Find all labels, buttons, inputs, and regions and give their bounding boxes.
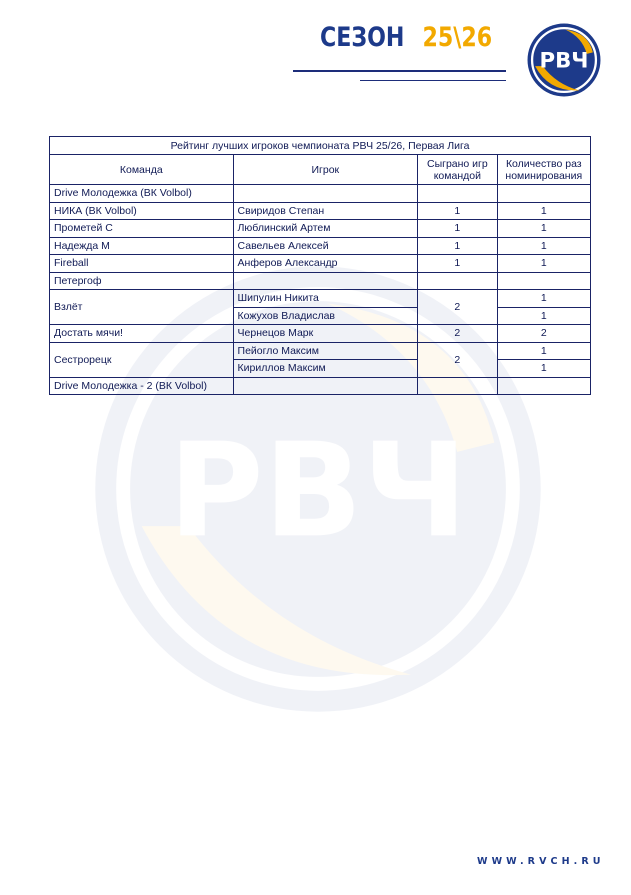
- player-cell: Свиридов Степан: [233, 202, 418, 220]
- games-cell: 1: [418, 255, 497, 273]
- team-cell: Надежда М: [50, 237, 234, 255]
- nominations-cell: [497, 272, 590, 290]
- logo-text: РВЧ: [539, 48, 589, 74]
- nominations-cell: 1: [497, 202, 590, 220]
- table-row: [50, 377, 591, 395]
- table-row: [50, 342, 591, 360]
- table-row: [50, 255, 591, 273]
- nominations-cell: 1: [497, 290, 590, 308]
- table-row: [50, 272, 591, 290]
- player-cell: [233, 377, 418, 395]
- table-row: [50, 202, 591, 220]
- player-cell: Люблинский Артем: [233, 220, 418, 238]
- nominations-cell: 1: [497, 255, 590, 273]
- games-cell: 1: [418, 237, 497, 255]
- watermark-text: РВЧ: [168, 414, 468, 567]
- team-cell: НИКА (ВК Volbol): [50, 202, 234, 220]
- season-label: [320, 20, 492, 56]
- games-cell: [418, 272, 497, 290]
- nominations-cell: [497, 185, 590, 203]
- header-divider: [293, 70, 506, 72]
- games-cell: [418, 185, 497, 203]
- table-row: [50, 237, 591, 255]
- table-row: [50, 290, 591, 308]
- column-header-games: Сыграно игр командой: [418, 155, 497, 185]
- games-cell: 1: [418, 220, 497, 238]
- player-cell: Кириллов Максим: [233, 360, 418, 378]
- website-link[interactable]: WWW.RVCH.RU: [477, 856, 605, 867]
- table-row: [50, 185, 591, 203]
- team-cell: Петергоф: [50, 272, 234, 290]
- player-cell: Пейогло Максим: [233, 342, 418, 360]
- games-cell: 2: [418, 290, 497, 325]
- nominations-cell: 1: [497, 360, 590, 378]
- player-cell: Савельев Алексей: [233, 237, 418, 255]
- season-years: 25\26: [422, 22, 493, 53]
- column-header-team: Команда: [50, 155, 234, 185]
- team-cell: Прометей С: [50, 220, 234, 238]
- table-row: [50, 325, 591, 343]
- column-header-player: Игрок: [233, 155, 418, 185]
- nominations-cell: [497, 377, 590, 395]
- player-cell: [233, 272, 418, 290]
- nominations-cell: 1: [497, 342, 590, 360]
- nominations-cell: 1: [497, 237, 590, 255]
- team-cell: Достать мячи!: [50, 325, 234, 343]
- games-cell: [418, 377, 497, 395]
- team-cell: Drive Молодежка - 2 (ВК Volbol): [50, 377, 234, 395]
- games-cell: 2: [418, 342, 497, 377]
- rating-table: [49, 136, 591, 395]
- games-cell: 2: [418, 325, 497, 343]
- player-cell: Чернецов Марк: [233, 325, 418, 343]
- nominations-cell: 1: [497, 307, 590, 325]
- season-word: СЕЗОН: [320, 22, 405, 53]
- team-cell: Сестрорецк: [50, 342, 234, 377]
- player-cell: Анферов Александр: [233, 255, 418, 273]
- column-header-nominations: Количество раз номинирования: [497, 155, 590, 185]
- team-cell: Fireball: [50, 255, 234, 273]
- nominations-cell: 2: [497, 325, 590, 343]
- games-cell: 1: [418, 202, 497, 220]
- player-cell: Шипулин Никита: [233, 290, 418, 308]
- table-title: Рейтинг лучших игроков чемпионата РВЧ 25/26, Первая Лига: [50, 137, 591, 155]
- player-cell: [233, 185, 418, 203]
- rvch-logo: [526, 22, 602, 98]
- team-cell: Взлёт: [50, 290, 234, 325]
- nominations-cell: 1: [497, 220, 590, 238]
- player-cell: Кожухов Владислав: [233, 307, 418, 325]
- header-divider-short: [360, 80, 506, 81]
- table-row: [50, 220, 591, 238]
- team-cell: Drive Молодежка (ВК Volbol): [50, 185, 234, 203]
